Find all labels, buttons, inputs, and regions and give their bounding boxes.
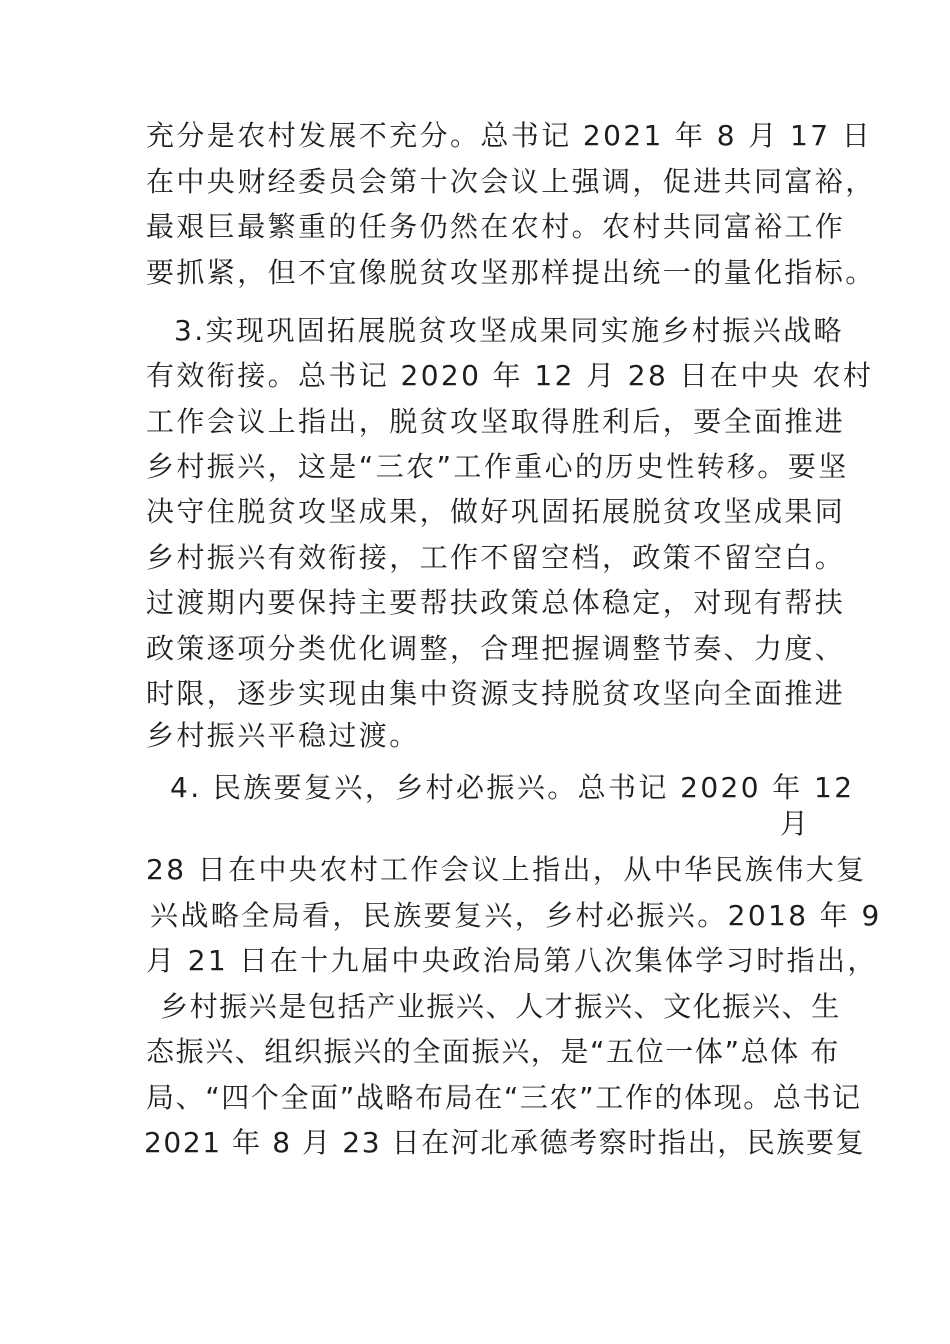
text-line: 2021 年 8 月 23 日在河北承德考察时指出，民族要复 [144,1126,866,1159]
section-heading-4: 4. 民族要复兴，乡村必振兴。总书记 2020 年 12 [170,771,855,804]
text-line: 过渡期内要保持主要帮扶政策总体稳定，对现有帮扶 [146,586,846,619]
text-line: 态振兴、组织振兴的全面振兴，是“五位一体”总体 布 [146,1035,840,1068]
text-line: 时限，逐步实现由集中资源支持脱贫攻坚向全面推进 [146,677,846,710]
text-line: 乡村振兴平稳过渡。 [146,719,420,752]
text-line: 决守住脱贫攻坚成果，做好巩固拓展脱贫攻坚成果同 [146,495,846,528]
text-line: 充分是农村发展不充分。总书记 2021 年 8 月 17 日 [146,119,873,152]
text-line: 28 日在中央农村工作会议上指出，从中华民族伟大复 [146,853,867,886]
text-line-fragment: 月 [780,807,811,840]
text-line: 兴战略全局看，民族要复兴，乡村必振兴。2018 年 9 [150,899,882,932]
section-heading-3: 3.实现巩固拓展脱贫攻坚成果同实施乡村振兴战略 [174,314,844,347]
text-line: 局、“四个全面”战略布局在“三农”工作的体现。总书记 [146,1081,862,1114]
text-line: 要抓紧，但不宜像脱贫攻坚那样提出统一的量化指标。 [146,256,876,289]
text-line: 月 21 日在十九届中央政治局第八次集体学习时指出， [146,944,878,977]
text-line: 工作会议上指出，脱贫攻坚取得胜利后，要全面推进 [146,405,846,438]
text-line: 政策逐项分类优化调整，合理把握调整节奏、力度、 [146,632,846,665]
text-line: 在中央财经委员会第十次会议上强调，促进共同富裕， [146,165,876,198]
text-line: 乡村振兴，这是“三农”工作重心的历史性转移。要坚 [146,450,849,483]
text-line: 最艰巨最繁重的任务仍然在农村。农村共同富裕工作 [146,210,846,243]
text-line: 有效衔接。总书记 2020 年 12 月 28 日在中央 农村 [146,359,874,392]
text-line: 乡村振兴是包括产业振兴、人才振兴、文化振兴、生 [160,990,841,1023]
text-line: 乡村振兴有效衔接，工作不留空档，政策不留空白。 [146,541,846,574]
